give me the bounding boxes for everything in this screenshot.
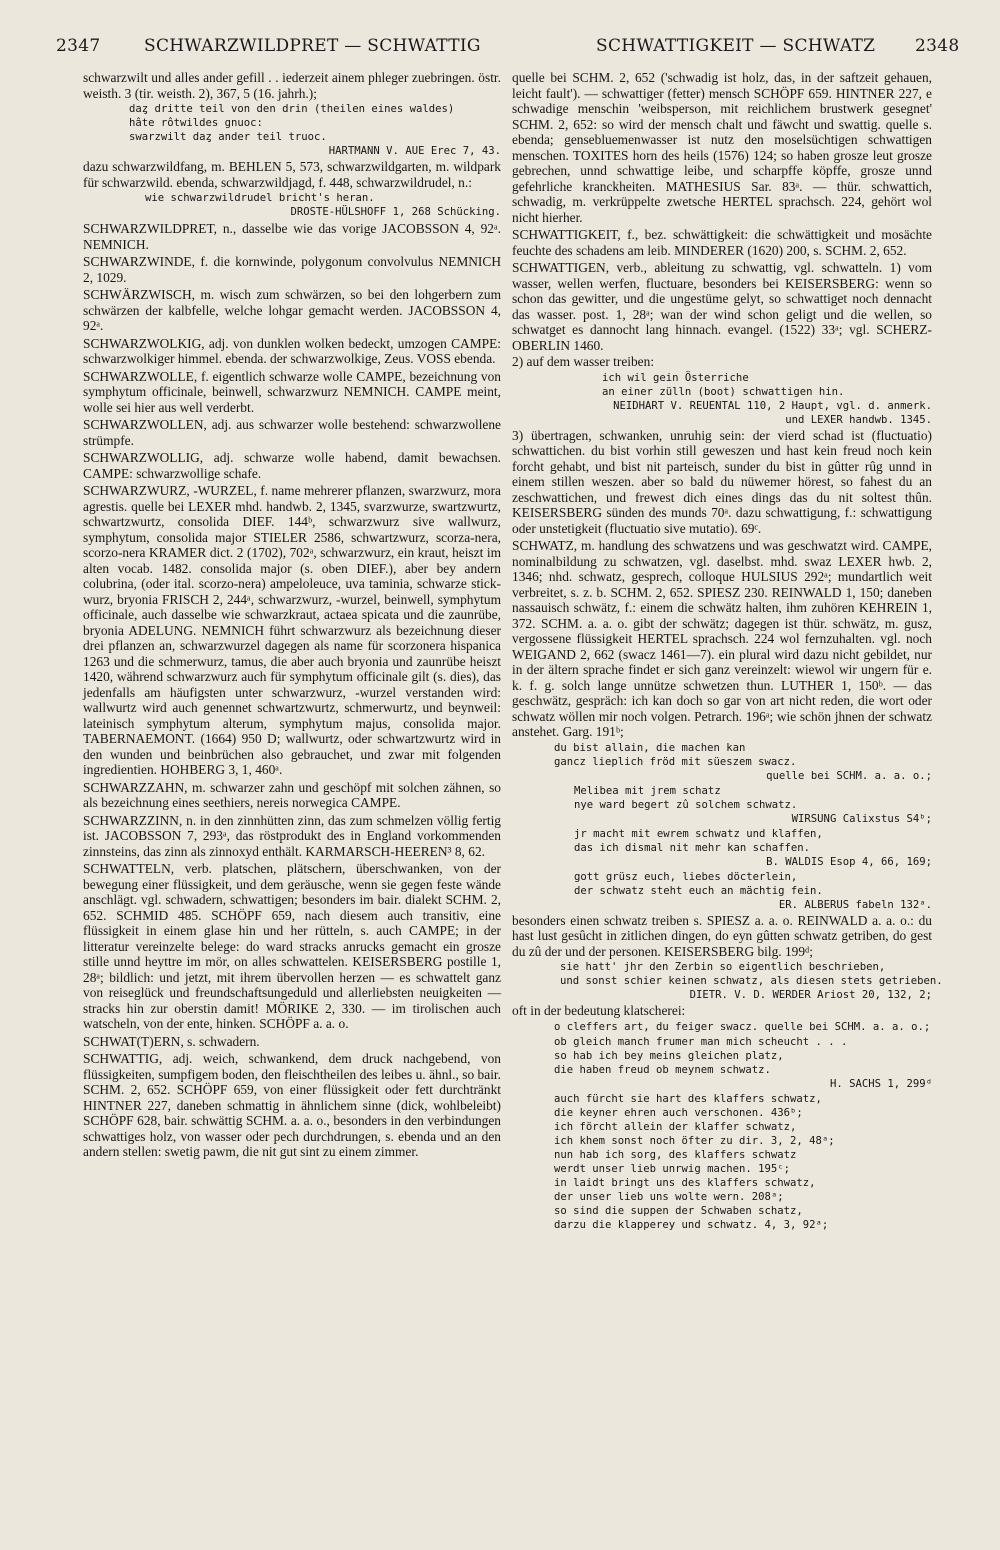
quotation [83, 102, 501, 158]
quote-line: die haben freud ob meynem schwatz. [554, 1063, 771, 1076]
quotation [512, 1020, 932, 1034]
quote-line: so hab ich bey meins gleichen platz, [554, 1049, 784, 1062]
quotation [512, 827, 932, 869]
dictionary-entry: SCHWAT(T)ERN, s. schwadern. [83, 1033, 260, 1049]
quote-line: gancz lieplich fröd mit süeszem swacz. [554, 755, 797, 768]
dictionary-entry: SCHWATTIGEN, verb., ableitung zu schwattig, vgl. schwatteln. 1) vom wasser, wellen werfen, fluctuare, besonders bei KEISERSBERG: wenn so schon das gewitter, und die ungestüme gelyt, so schwattiget noch dennacht das wasser. post. 1, 28ᵃ; wan der wind schon geligt und die wellen, so schwatget es dannocht lang hinnach. evangel. (1522) 33ᵃ; vgl. SCHERZ-OBERLIN 1460. [512, 260, 932, 353]
quotation [512, 371, 932, 427]
quote-source: ER. ALBERUS fabeln 132ᵃ. [778, 898, 932, 911]
running-head-right: SCHWATTIGKEIT — SCHWATZ [596, 36, 876, 56]
dictionary-entry: SCHWARZWINDE, f. die kornwinde, polygonum convolvulus NEMNICH 2, 1029. [83, 254, 501, 285]
quote-line: sie hatt' jhr den Zerbin so eigentlich beschrieben, [560, 961, 886, 973]
quote-source: H. SACHS 1, 299ᵈ [829, 1077, 932, 1090]
paragraph: quelle bei SCHM. 2, 652 ('schwadig ist holz, das, in der saftzeit gehauen, leicht fault'). — schwattiger (fetter) mensch SCHÖPF 659. HINTNER 227, e schwadige menschin 'weibsperson, mit reichlichem brustwerk gesegnet' SCHM. 2, 652: so wird der mensch chalt und fäwcht und swattig. quelle s. ebenda; gensebluemenwasser ist nutz den moselsüchtigen schwattigen menschen. TOXITES horn des heils (1576) 124; so haben grosze leut grosze gebrechen, unnd schwattige leibe, und scharpffe köpffe, grosze unnd gefehrliche kranckheiten. MATHESIUS Sar. 83ᵃ. — thür. schwattich, schwadig, m. verkrüppelte zwetsche HERTEL sprachsch. 224, gehört wol nicht hierher. [512, 70, 932, 225]
quotation [83, 191, 501, 219]
quotation [512, 1092, 932, 1232]
quote-source: WIRSUNG Calixstus S4ᵇ; [791, 812, 932, 825]
dictionary-entry: SCHWÄRZWISCH, m. wisch zum schwärzen, so bei den lohgerbern zum schwärzen der kalbfelle, welche lohgar gemacht werden. JACOBSSON 4, 92ᵃ. [83, 287, 501, 333]
paragraph: oft in der bedeutung klatscherei: [512, 1003, 686, 1018]
quotation [512, 1035, 932, 1091]
quote-line: die keyner ehren auch verschonen. 436ᵇ; [554, 1106, 803, 1119]
quote-source: quelle bei SCHM. a. a. o.; [766, 769, 932, 782]
quote-line: ich wil gein Österriche [602, 371, 749, 384]
quote-line: hâte rôtwildes gnuoc: [129, 117, 263, 129]
dictionary-entry: SCHWARZWURZ, -WURZEL, f. name mehrerer pflanzen, swarzwurz, mora agrestis. quelle bei LEXER mhd. handwb. 2, 1345, svarzwurze, swartzwurtz, schwartzwurtz, consolida DIEF. 144ᵇ, schwarzwurz sive wallwurz, symphytum, consolida major STIELER 2586, schwartzwurz, scorza-nera, scorzo-nera KRAMER dict. 2 (1702), 702ᵃ, schwarzwurz, ein kraut, heiszt im alten vocab. 1482. consolida major (s. oben DIEF.), aber bey andern colubrina, (oder ital. scorzo-nera) ampeloleuce, uva taminia, schwarze stick-wurz, bryonia FRISCH 2, 244ᵃ, schwarzwurz, -wurzel, beinwell, symphytum officinale, auch dasselbe wie schwarzkraut, actaea spicata und die zaunrübe, bryonia ADELUNG. NEMNICH führt schwarzwurz als bezeichnung dieser drei pflanzen an, schwarzwurzel dagegen als name für scorzonera hispanica 1263 und die schmerwurz, tamus, die aber auch bryonia und zaunrübe heiszt 1420, während schwarzwurz auch für symphytum officinale gilt (s. dies), das jedenfalls am häufigsten unter schwarzwurz, -wurzel verstanden wird: wallwurtz wird auch genennet schwartzwurtz, schmerwurtz, und beynweil: lateinisch symphytum alterum, symphytum majus, consolida major. TABERNAEMONT. (1664) 950 D; wallwurtz, oder schwartzwurtz wird in den wunden und beinbrüchen also gebrauchet, und zwar mit folgenden ingredientien. HOHBERG 3, 1, 460ᵃ. [83, 483, 501, 777]
quote-source: DROSTE-HÜLSHOFF 1, 268 Schücking. [290, 206, 501, 218]
left-column [83, 70, 501, 1161]
quote-line: der schwatz steht euch an mächtig fein. [574, 884, 823, 897]
quote-line: wie schwarzwildrudel bricht's heran. [145, 192, 375, 204]
quote-line: werdt unser lieb unrwig machen. 195ᶜ; [554, 1162, 790, 1175]
dictionary-entry: SCHWATTELN, verb. platschen, plätschern, überschwanken, von der bewegung einer flüssigkeit, und dem geräusche, wenn sie gegen feste wände anschlägt. vgl. schwadern, schwattigen; besonders im bair. dialekt SCHM. 2, 652. SCHMID 485. SCHÖPF 659, nach diesem auch transitiv, eine flüssigkeit in einem glase hin und her rütteln, s. auch CAMPE; in der litteratur vereinzelte belege: do ward stracks anrucks gemacht ein grosze stille unnd heyttre im mör, on alles schwattelen. KEISERSBERG postille 1, 28ᵃ; bildlich: und jetzt, mit ihrem übervollen herzen — es schwattelt ganz von reiseglück und freundschaftsungeduld und allerliebsten neuigkeiten — stracks hin zur oberstin damit! MÖRIKE 2, 330. — im tirolischen auch watscheln, von der ente, hinken. SCHÖPF a. a. o. [83, 861, 501, 1031]
quote-line: so sind die suppen der Schwaben schatz, [554, 1204, 803, 1217]
paragraph: 2) auf dem wasser treiben: [512, 354, 655, 369]
quote-source: NEIDHART V. REUENTAL 110, 2 Haupt, vgl. d. anmerk. und LEXER handwb. 1345. [613, 399, 932, 426]
dictionary-entry: SCHWATTIG, adj. weich, schwankend, dem druck nachgebend, von flüssigkeiten, sumpfigem boden, den fleischtheilen des leibes u. ähnl., so bair. SCHM. 2, 652. SCHÖPF 659, von einer flüssigkeit oder fett durchtränkt HINTNER 227, daneben schmattig in ähnlichem sinne (dick, wohlbeleibt) SCHÖPF 628, bair. schwättig SCHM. a. a. o., besonders in den verbindungen schwattiges holz, von wasser oder pech durchdrungen, s. ebenda und an den andern stellen: swetig pawm, die nit gut sint zu einem zimmer. [83, 1051, 501, 1159]
quote-line: der unser lieb uns wolte wern. 208ᵃ; [554, 1190, 784, 1203]
quote-line: Melibea mit jrem schatz [574, 784, 721, 797]
quote-line: jr macht mit ewrem schwatz und klaffen, [574, 827, 823, 840]
dictionary-entry: SCHWATTIGKEIT, f., bez. schwättigkeit: die schwättigkeit und mosächte feuchte des schadens am leib. MINDERER (1620) 200, s. SCHM. 2, 652. [512, 227, 932, 258]
dictionary-entry: SCHWATZ, m. handlung des schwatzens und was geschwatzt wird. CAMPE, nominalbildung zu schwatzen, vgl. daselbst. mhd. swaz LEXER hwb. 2, 1346; nhd. schwatz, gesprech, colloque HULSIUS 292ᵃ; mundartlich weit verbreitet, s. z. b. SCHM. 2, 652. SPIESZ 230. REINWALD 1, 150; daneben nassauisch schwätz, f.: einem die schwätz halten, ihm zuhören KEHREIN 1, 372. SCHM. a. a. o. gibt der schwätz; dagegen ist thür. schwätz, m. gusz, vergossene flüssigkeit HERTEL sprachsch. 224 wol fernzuhalten. vgl. noch WEIGAND 2, 662 (swacz 1461—7). ein plural wird dazu nicht gebildet, nur in der ältern sprache findet er sich ganz vereinzelt: wiewol wir ungern für e. k. f. g. solch lange unnütze schwetzen thun. LUTHER 1, 150ᵇ. — das geschwätz, gespräch: ich kan doch so gar von art nicht reden, die wort oder schwatz wöllen mir noch volgen. Petrarch. 196ᵃ; wie schön jhnen der schwatz anstehet. Garg. 191ᵇ; [512, 538, 932, 739]
quote-line: in laidt bringt uns des klaffers schwatz, [554, 1176, 816, 1189]
quote-line: gott grüsz euch, liebes döcterlein, [574, 870, 798, 883]
quote-source: DIETR. V. D. WERDER Ariost 20, 132, 2; [689, 989, 932, 1001]
quote-line: ich khem sonst noch öfter zu dir. 3, 2, 48ᵃ; [554, 1134, 835, 1147]
dictionary-entry: SCHWARZWOLLEN, adj. aus schwarzer wolle bestehend: schwarzwollene strümpfe. [83, 417, 501, 448]
quote-line: swarzwilt daȥ ander teil truoc. [129, 131, 327, 143]
quote-line: nun hab ich sorg, des klaffers schwatz [554, 1148, 797, 1161]
quote-line: darzu die klapperey und schwatz. 4, 3, 92ᵃ; [554, 1218, 829, 1231]
quote-line: o cleffers art, du feiger swacz. quelle bei SCHM. a. a. o.; [554, 1020, 931, 1033]
page-number-left: 2347 [56, 36, 101, 56]
quotation [512, 960, 943, 1002]
dictionary-entry: SCHWARZWOLKIG, adj. von dunklen wolken bedeckt, umzogen CAMPE: schwarzwolkiger himmel. ebenda. der schwarzwolkige, Zeus. VOSS ebenda. [83, 335, 501, 366]
right-column [512, 70, 943, 1233]
dictionary-entry: SCHWARZWOLLIG, adj. schwarze wolle habend, damit bewachsen. CAMPE: schwarzwollige schafe. [83, 450, 501, 481]
page-number-right: 2348 [915, 36, 960, 56]
paragraph: dazu schwarzwildfang, m. BEHLEN 5, 573, schwarzwildgarten, m. wildpark für schwarzwild. ebenda, schwarzwildjagd, f. 448, schwarzwildrudel, n.: [83, 159, 501, 190]
dictionary-entry: SCHWARZZAHN, m. schwarzer zahn und geschöpf mit solchen zähnen, so als bezeichnung eines seethiers, nereis norwegica CAMPE. [83, 779, 501, 810]
quotation [512, 741, 932, 783]
quote-line: und sonst schier keinen schwatz, als diesen stets getrieben. [560, 975, 943, 987]
quote-source: HARTMANN V. AUE Erec 7, 43. [328, 145, 501, 157]
running-head-left: SCHWARZWILDPRET — SCHWATTIG [144, 36, 481, 56]
dictionary-entry: SCHWARZZINN, n. in den zinnhütten zinn, das zum schmelzen völlig fertig ist. JACOBSSON 7, 293ᵃ, das röstprodukt des in England vorkommenden zinnsteins, das zinn als zinnoxyd enthält. KARMARSCH-HEEREN³ 8, 62. [83, 812, 501, 859]
quote-line: daȥ dritte teil von den drin (theilen eines waldes) [129, 103, 455, 115]
quote-line: das ich dismal nit mehr kan schaffen. [574, 841, 810, 854]
quote-line: ob gleich manch frumer man mich scheucht . . . [554, 1035, 848, 1048]
dictionary-entry: SCHWARZWOLLE, f. eigentlich schwarze wolle CAMPE, bezeichnung von symphytum officinale, beinwell, schwarzwurz NEMNICH. CAMPE meint, wolle sei hier aus well verderbt. [83, 368, 501, 415]
paragraph: besonders einen schwatz treiben s. SPIESZ a. a. o. REINWALD a. a. o.: du hast lust gesûcht in zitlichen dingen, do eyn gûtten schwatz getriben, do gest du zû der und der personen. KEISERSBERG bilg. 199ᵈ; [512, 912, 932, 959]
quotation [512, 784, 932, 826]
quote-line: ich förcht allein der klaffer schwatz, [554, 1120, 797, 1133]
paragraph: schwarzwilt und alles ander gefill . . iederzeit ainem phleger zuebringen. östr. weisth. 3 (tir. weisth. 2), 367, 5 (16. jahrh.); [83, 70, 501, 101]
dictionary-entry: SCHWARZWILDPRET, n., dasselbe wie das vorige JACOBSSON 4, 92ᵃ. NEMNICH. [83, 221, 501, 252]
quotation [512, 870, 932, 912]
quote-line: an einer zülln (boot) schwattigen hin. [602, 385, 845, 398]
quote-line: du bist allain, die machen kan [554, 741, 746, 754]
quote-source: B. WALDIS Esop 4, 66, 169; [766, 855, 932, 868]
quote-line: auch fürcht sie hart des klaffers schwatz, [554, 1092, 822, 1105]
paragraph: 3) übertragen, schwanken, unruhig sein: der vierd schad ist (fluctuatio) schwattichen. du bist vorhin still geweszen und hast kein freud noch kein forcht gehabt, und bist nit parteisch, sunder du bist in gûtter rûg unnd in einem stillen weszen. aber so bald du nüwemer hörest, so fahest du an zeschwattichen, und frewest dich eines dings das du nit soltest thûn. KEISERSBERG sünden des munds 70ᵃ. dazu schwattigung, f.: schwattigung oder unstetigkeit (fluctuatio sive mutatio). 69ᶜ. [512, 427, 932, 536]
quote-line: nye ward begert zû solchem schwatz. [574, 798, 798, 811]
